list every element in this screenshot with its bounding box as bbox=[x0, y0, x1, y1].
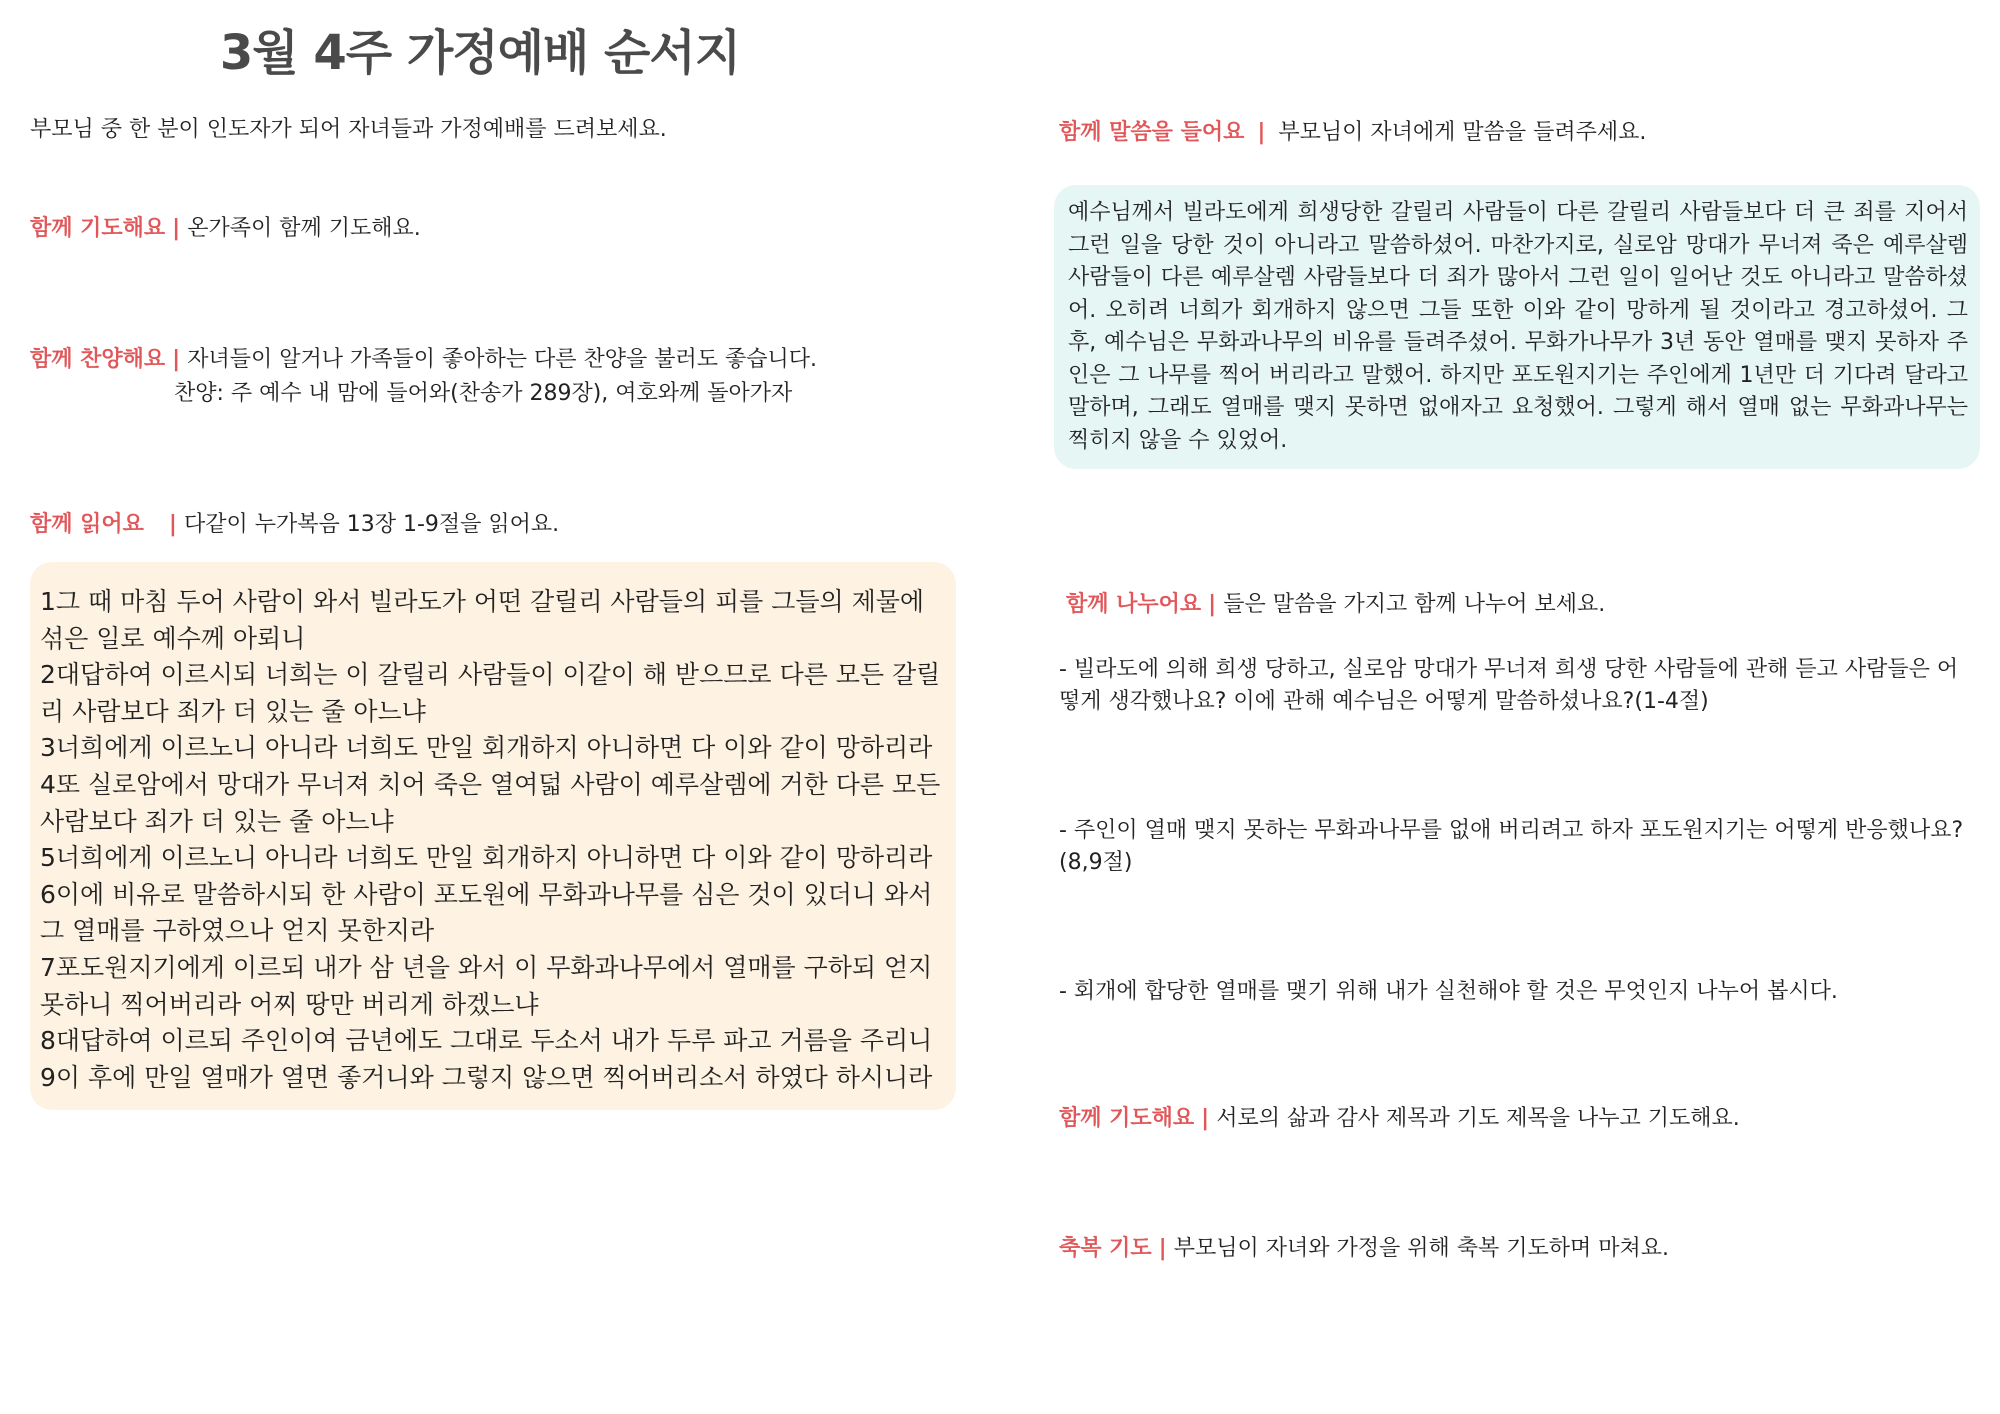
page-title: 3월 4주 가정예배 순서지 bbox=[219, 25, 741, 81]
section-text: 온가족이 함께 기도해요. bbox=[187, 216, 421, 241]
scripture-verse: 4또 실로암에서 망대가 무너져 치어 죽은 열여덟 사람이 예루살렘에 거한 다른 모든 사람보다 죄가 더 있는 줄 아느냐 bbox=[40, 769, 941, 836]
section-praise bbox=[30, 345, 817, 375]
divider-bar: | bbox=[172, 347, 181, 372]
section-share bbox=[1066, 590, 1605, 620]
section-text: 자녀들이 알거나 가족들이 좋아하는 다른 찬양을 불러도 좋습니다. bbox=[187, 347, 817, 372]
discussion-question: - 주인이 열매 맺지 못하는 무화과나무를 없애 버리려고 하자 포도원지기는 어떻게 반응했나요?(8,9절) bbox=[1059, 818, 1964, 875]
divider-bar: | bbox=[1257, 120, 1266, 145]
divider-bar: | bbox=[1208, 592, 1217, 617]
divider-bar: | bbox=[1201, 1106, 1210, 1131]
section-label: 함께 읽어요 bbox=[30, 512, 144, 537]
section-text: 들은 말씀을 가지고 함께 나누어 보세요. bbox=[1223, 592, 1606, 617]
scripture-verse: 5너희에게 이르노니 아니라 너희도 만일 회개하지 아니하면 다 이와 같이 망하리라 bbox=[40, 843, 933, 873]
section-label: 함께 말씀을 들어요 bbox=[1059, 120, 1245, 145]
section-text: 부모님이 자녀와 가정을 위해 축복 기도하며 마쳐요. bbox=[1173, 1236, 1669, 1261]
section-blessing bbox=[1059, 1234, 1669, 1264]
section-text: 부모님이 자녀에게 말씀을 들려주세요. bbox=[1278, 120, 1647, 145]
section-read bbox=[30, 510, 559, 540]
section-pray-2 bbox=[1059, 1104, 1740, 1134]
scripture-verse: 3너희에게 이르노니 아니라 너희도 만일 회개하지 아니하면 다 이와 같이 망하리라 bbox=[40, 733, 933, 763]
section-pray bbox=[30, 214, 421, 244]
scripture-verse: 7포도원지기에게 이르되 내가 삼 년을 와서 이 무화과나무에서 열매를 구하되 얻지 못하니 찍어버리라 어찌 땅만 버리게 하겠느냐 bbox=[40, 952, 933, 1019]
intro-text: 부모님 중 한 분이 인도자가 되어 자녀들과 가정예배를 드려보세요. bbox=[30, 117, 667, 142]
divider-bar: | bbox=[1158, 1236, 1167, 1261]
scripture-verse: 1그 때 마침 두어 사람이 와서 빌라도가 어떤 갈릴리 사람들의 피를 그들의 제물에 섞은 일로 예수께 아뢰니 bbox=[40, 587, 925, 653]
scripture-verse: 2대답하여 이르시되 너희는 이 갈릴리 사람들이 이같이 해 받으므로 다른 모든 갈릴리 사람보다 죄가 더 있는 줄 아느냐 bbox=[40, 660, 941, 726]
section-label: 함께 나누어요 bbox=[1066, 592, 1202, 617]
scripture-verse: 6이에 비유로 말씀하시되 한 사람이 포도원에 무화과나무를 심은 것이 있더니 와서 그 열매를 구하였으나 얻지 못한지라 bbox=[40, 879, 933, 946]
discussion-question: - 회개에 합당한 열매를 맺기 위해 내가 실천해야 할 것은 무엇인지 나누어 봅시다. bbox=[1059, 979, 1838, 1004]
section-label: 함께 찬양해요 bbox=[30, 347, 166, 372]
praise-songs: 찬양: 주 예수 내 맘에 들어와(찬송가 289장), 여호와께 돌아가자 bbox=[174, 381, 793, 406]
discussion-question: - 빌라도에 의해 희생 당하고, 실로암 망대가 무너져 희생 당한 사람들에 관해 듣고 사람들은 어떻게 생각했나요? 이에 관해 예수님은 어떻게 말씀하셨나요?(1-4절) bbox=[1059, 657, 1959, 714]
section-label: 축복 기도 bbox=[1059, 1236, 1152, 1261]
section-label: 함께 기도해요 bbox=[30, 216, 166, 241]
scripture-verse: 8대답하여 이르되 주인이여 금년에도 그대로 두소서 내가 두루 파고 거름을 주리니 bbox=[40, 1026, 933, 1056]
section-label: 함께 기도해요 bbox=[1059, 1106, 1195, 1131]
scripture-box bbox=[30, 562, 956, 1110]
scripture-verse: 9이 후에 만일 열매가 열면 좋거니와 그렇지 않으면 찍어버리소서 하였다 하시니라 bbox=[40, 1062, 933, 1092]
section-text: 다같이 누가복음 13장 1-9절을 읽어요. bbox=[183, 512, 560, 537]
section-text: 서로의 삶과 감사 제목과 기도 제목을 나누고 기도해요. bbox=[1216, 1106, 1740, 1131]
sermon-box: 예수님께서 빌라도에게 희생당한 갈릴리 사람들이 다른 갈릴리 사람들보다 더 큰 죄를 지어서 그런 일을 당한 것이 아니라고 말씀하셨어. 마찬가지로, 실로암 망대가 무너져 죽은 예루살렘 사람들이 다른 예루살렘 사람들보다 더 죄가 많아서 그런 일이 일어난 것도 아니라고 말씀하셨어. 오히려 너희가 회개하지 않으면 그들 또한 이와 같이 망하게 될 것이라고 경고하셨어. 그 후, 예수님은 무화과나무의 비유를 들려주셨어. 무화가나무가 3년 동안 열매를 맺지 못하자 주인은 그 나무를 찍어 버리라고 말했어. 하지만 포도원지기는 주인에게 1년만 더 기다려 달라고 말하며, 그래도 열매를 맺지 못하면 없애자고 요청했어. 그렇게 해서 열매 없는 무화과나무는 찍히지 않을 수 있었어. bbox=[1054, 185, 1980, 469]
divider-bar: | bbox=[168, 512, 177, 537]
section-listen bbox=[1059, 118, 1646, 148]
divider-bar: | bbox=[172, 216, 181, 241]
